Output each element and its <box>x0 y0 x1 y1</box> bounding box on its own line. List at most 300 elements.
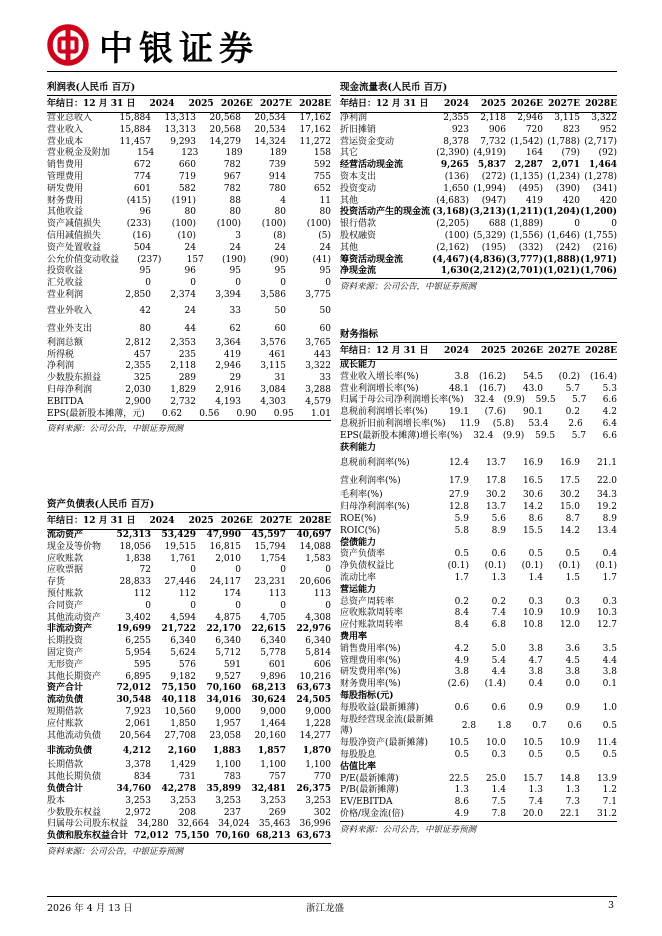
row-value: 755 <box>313 171 331 182</box>
row-value: (10) <box>177 230 196 241</box>
row-value: 9,000 <box>305 706 331 717</box>
row-label: 归属于母公司净利润增长率(%) <box>340 395 464 406</box>
row-value: 2,732 <box>170 396 196 407</box>
row-value: 1.2 <box>602 785 617 796</box>
row-value: (4,919) <box>473 148 506 159</box>
row-value: 719 <box>178 171 196 182</box>
table-row <box>47 373 331 385</box>
year-header: 2025 <box>480 346 506 356</box>
row-label: 预付账款 <box>47 588 84 599</box>
row-value: 9,293 <box>170 136 196 147</box>
row-value: 15.0 <box>559 502 580 513</box>
row-value: 11.9 <box>459 418 480 429</box>
row-label: ROE(%) <box>340 513 377 524</box>
row-value: (390) <box>555 183 580 194</box>
row-value: 174 <box>223 588 241 599</box>
table-row <box>47 683 331 695</box>
row-value: 4,308 <box>305 612 331 623</box>
row-value: 30.6 <box>522 490 543 501</box>
row-value: 9,896 <box>260 671 286 682</box>
row-value: 20.0 <box>522 808 543 819</box>
row-label: EV/EBITDA <box>340 797 393 808</box>
row-value: 3,253 <box>125 795 151 806</box>
row-value: 1.3 <box>565 785 580 796</box>
row-value: 30,624 <box>251 695 286 706</box>
row-value: 8.6 <box>454 797 469 808</box>
row-value: 33 <box>229 305 241 316</box>
row-value: 3.5 <box>602 643 617 654</box>
row-value: 31.2 <box>596 808 617 819</box>
row-value: 20,534 <box>254 124 286 135</box>
year-header: 2027E <box>548 346 580 356</box>
row-value: 576 <box>178 659 196 670</box>
table-row <box>340 137 617 149</box>
table-row <box>47 148 331 160</box>
row-value: 0.3 <box>528 596 543 607</box>
row-value: 30,548 <box>116 695 151 706</box>
row-value: (195) <box>481 242 506 253</box>
row-value: 3,775 <box>305 289 331 300</box>
table-row <box>340 266 617 278</box>
table-header <box>340 343 617 360</box>
row-value: 823 <box>562 124 580 135</box>
row-value: 34,760 <box>116 783 151 794</box>
brand-name: 中银证券 <box>99 29 259 69</box>
source-note: 资料来源：公司公告，中银证券预测 <box>47 846 184 857</box>
table-row <box>340 502 617 514</box>
row-value: 0 <box>190 565 196 576</box>
header-label: 年结日：12 月 31 日 <box>340 99 429 109</box>
year-header: 2026E <box>511 346 543 356</box>
row-label: 归属母公司股东权益 <box>47 819 129 830</box>
row-value: 30.2 <box>559 490 580 501</box>
table-row <box>47 361 331 373</box>
table-row <box>47 184 331 196</box>
row-value: 9,527 <box>215 671 241 682</box>
table-row <box>340 785 617 797</box>
table-row <box>47 207 331 219</box>
table-row <box>47 624 331 636</box>
row-value: 16.9 <box>522 458 543 469</box>
row-value: (1,542) <box>510 136 543 147</box>
category-row <box>340 443 617 455</box>
row-value: 4.4 <box>491 667 506 678</box>
table-row <box>340 667 617 679</box>
row-label: 净现金流 <box>340 266 377 277</box>
table-row <box>340 597 617 609</box>
row-value: 33 <box>319 373 331 384</box>
row-value: 0.1 <box>602 679 617 690</box>
row-value: 4,579 <box>305 396 331 407</box>
row-label: 非流动资产 <box>47 624 93 635</box>
row-value: 68,213 <box>255 831 291 842</box>
row-label: 股本 <box>47 795 66 806</box>
row-value: 9,265 <box>440 160 469 171</box>
row-value: (100) <box>261 219 286 230</box>
row-value: 20,568 <box>209 113 241 123</box>
table-row <box>340 407 617 419</box>
row-value: (4,836) <box>469 254 506 265</box>
table-row <box>340 490 617 502</box>
row-value: (191) <box>171 195 196 206</box>
row-value: 6.4 <box>602 418 617 429</box>
row-value: 770 <box>313 772 331 783</box>
row-label: 应付账款周转率 <box>340 620 404 631</box>
table-row <box>47 278 331 290</box>
row-value: (3,777) <box>506 254 543 265</box>
balance-table <box>47 513 331 844</box>
table-row <box>340 125 617 137</box>
balance-title: 资产负债表(人民币 百万) <box>47 498 331 513</box>
table-row <box>340 809 617 821</box>
table-row <box>47 113 331 125</box>
row-value: 80 <box>229 207 241 218</box>
row-value: 834 <box>133 772 151 783</box>
table-row <box>340 255 617 267</box>
row-label: 资本支出 <box>340 171 377 182</box>
category-row <box>340 360 617 372</box>
row-value: 2,916 <box>215 384 241 395</box>
row-value: 325 <box>133 373 151 384</box>
table-row <box>340 679 617 691</box>
table-row <box>340 395 617 407</box>
row-value: 5.7 <box>572 395 587 406</box>
table-row <box>47 243 331 255</box>
row-value: 688 <box>488 219 506 230</box>
row-value: 606 <box>313 659 331 670</box>
row-label: 存货 <box>47 577 66 588</box>
table-row <box>340 243 617 255</box>
row-value: 189 <box>225 148 243 159</box>
row-value: 1,583 <box>305 553 331 564</box>
row-value: 10.9 <box>522 608 543 619</box>
income-table <box>47 96 331 421</box>
table-row <box>340 172 617 184</box>
row-value: 6,895 <box>125 671 151 682</box>
row-value: 5.0 <box>491 643 506 654</box>
table-row <box>340 797 617 809</box>
row-value: 1.3 <box>454 785 469 796</box>
row-value: 1,838 <box>125 553 151 564</box>
year-header: 2028E <box>585 346 617 356</box>
row-value: 50 <box>274 305 286 316</box>
row-value: 3,378 <box>125 760 151 771</box>
table-row <box>340 715 617 739</box>
row-value: 25.0 <box>485 773 506 784</box>
row-value: 0 <box>235 565 241 576</box>
row-value: 40,118 <box>161 695 196 706</box>
row-value: 5,954 <box>125 647 151 658</box>
row-value: 62 <box>229 323 241 334</box>
row-value: 14,277 <box>299 730 331 741</box>
row-value: (1,889) <box>510 219 543 230</box>
table-row <box>340 219 617 231</box>
row-label: 净利润 <box>340 113 368 123</box>
table-row <box>340 454 617 472</box>
company-name: 浙江龙盛 <box>306 903 345 914</box>
row-value: 1,957 <box>215 718 241 729</box>
table-row <box>47 742 331 760</box>
row-value: 21.1 <box>596 458 617 469</box>
row-value: 592 <box>313 160 331 171</box>
table-row <box>47 636 331 648</box>
row-value: (0.2) <box>558 371 580 382</box>
row-label: 筹资活动现金流 <box>340 254 404 265</box>
row-value: 9,000 <box>215 706 241 717</box>
row-value: 595 <box>133 659 151 670</box>
row-value: (100) <box>216 219 241 230</box>
table-row <box>340 148 617 160</box>
row-value: 88 <box>229 195 241 206</box>
row-label: 负债合计 <box>47 783 84 794</box>
row-value: 60 <box>274 323 286 334</box>
row-value: (0.1) <box>558 561 580 572</box>
row-value: 3,288 <box>305 384 331 395</box>
row-value: 2,353 <box>170 337 196 348</box>
year-header: 2025 <box>188 99 214 109</box>
table-row <box>47 125 331 137</box>
row-value: 3,115 <box>554 113 580 123</box>
row-value: 158 <box>313 148 332 159</box>
row-value: 3 <box>235 230 241 241</box>
row-value: 21,722 <box>161 624 196 635</box>
row-label: 资产处置收益 <box>47 242 102 253</box>
row-label: 营业外收入 <box>47 305 93 316</box>
row-value: 3.6 <box>565 643 580 654</box>
row-value: 44 <box>184 323 196 334</box>
table-row <box>47 672 331 684</box>
row-label: 少数股东损益 <box>47 373 102 384</box>
table-row <box>340 750 617 762</box>
row-value: 0 <box>325 565 331 576</box>
row-value: 0.2 <box>454 596 469 607</box>
row-value: 3,322 <box>591 113 617 123</box>
row-value: 952 <box>599 124 617 135</box>
row-value: 28,833 <box>119 577 151 588</box>
year-header: 2027E <box>548 99 580 109</box>
row-value: 24 <box>229 242 241 253</box>
row-value: 22,615 <box>251 624 286 635</box>
row-value: 27.9 <box>448 490 469 501</box>
row-value: 3,576 <box>260 337 286 348</box>
row-value: (1,646) <box>547 230 580 241</box>
row-label: 折旧摊销 <box>340 124 377 135</box>
row-label: 营业收入 <box>47 124 84 135</box>
table-row <box>47 784 331 796</box>
row-value: 0.5 <box>454 549 469 560</box>
row-value: 0.7 <box>532 720 547 731</box>
row-value: 2.8 <box>461 720 477 731</box>
row-value: 4.9 <box>454 808 469 819</box>
row-value: 2,030 <box>125 384 151 395</box>
row-label: 总资产周转率 <box>340 596 395 607</box>
row-value: 14.2 <box>559 525 580 536</box>
row-label: 财务费用 <box>47 195 84 206</box>
row-value: 75,150 <box>161 683 196 694</box>
table-row <box>340 561 617 573</box>
row-label: 营业利润增长率(%) <box>340 383 419 394</box>
year-header: 2027E <box>259 516 292 526</box>
row-value: 4,193 <box>215 396 241 407</box>
report-header <box>47 24 617 70</box>
table-row <box>340 372 617 384</box>
row-value: 8,378 <box>443 136 469 147</box>
row-value: 0 <box>280 600 286 611</box>
row-value: 1.3 <box>528 785 543 796</box>
row-value: (1,204) <box>543 207 580 218</box>
row-label: 毛利率(%) <box>340 490 383 501</box>
row-value: 302 <box>313 807 331 818</box>
table-row <box>47 385 331 397</box>
row-value: 1,857 <box>257 746 286 757</box>
row-value: 208 <box>178 807 196 818</box>
row-label: 价格/现金流(倍) <box>340 808 405 819</box>
row-value: 32.4 <box>474 395 495 406</box>
row-value: 2,946 <box>215 361 241 372</box>
year-header: 2024 <box>149 516 175 526</box>
category-label: 费用率 <box>340 631 368 642</box>
row-value: 6,255 <box>125 636 151 647</box>
row-value: 54.5 <box>522 371 543 382</box>
row-value: 22.1 <box>559 808 580 819</box>
row-value: 36,996 <box>299 819 331 830</box>
row-value: 3,253 <box>170 795 196 806</box>
row-value: 10.9 <box>559 608 580 619</box>
row-value: 15.5 <box>522 525 543 536</box>
row-value: 12.8 <box>448 502 469 513</box>
category-label: 成长能力 <box>340 360 377 370</box>
row-value: 53.4 <box>528 418 549 429</box>
row-value: 7.8 <box>491 808 506 819</box>
row-value: 0 <box>235 600 241 611</box>
bank-of-china-logo-icon <box>47 24 89 66</box>
row-value: 80 <box>184 207 196 218</box>
row-value: 11 <box>319 195 331 206</box>
row-value: (8) <box>273 230 286 241</box>
row-label: 资产负债率 <box>340 549 386 560</box>
row-value: 95 <box>319 266 331 277</box>
table-row <box>47 707 331 719</box>
category-label: 每股指标(元) <box>340 690 394 701</box>
table-row <box>47 831 331 843</box>
row-value: 10.5 <box>448 738 469 749</box>
row-value: 2,287 <box>514 160 543 171</box>
row-value: 3,115 <box>260 361 286 372</box>
row-value: 4,303 <box>260 396 286 407</box>
row-label: ROIC(%) <box>340 525 381 536</box>
row-value: 3,394 <box>215 289 241 300</box>
row-value: (5.8) <box>492 418 515 429</box>
row-value: (7.6) <box>484 407 506 418</box>
row-value: 457 <box>133 349 151 360</box>
row-value: 0.5 <box>565 549 580 560</box>
row-label: 其他 <box>340 195 359 206</box>
table-header <box>47 513 331 530</box>
row-value: 96 <box>184 266 196 277</box>
row-value: 112 <box>133 588 151 599</box>
row-value: 11,272 <box>299 136 331 147</box>
row-value: 3,253 <box>305 795 331 806</box>
row-value: 235 <box>178 349 196 360</box>
row-value: (242) <box>555 242 580 253</box>
row-value: 652 <box>313 183 331 194</box>
row-label: 长期借款 <box>47 760 84 771</box>
source-note: 资料来源：公司公告，中银证券预测 <box>340 282 477 293</box>
row-value: 96 <box>139 207 151 218</box>
row-value: 19,515 <box>164 541 196 552</box>
row-value: 22.0 <box>596 476 617 487</box>
row-value: (2,701) <box>506 266 543 277</box>
row-value: 5.6 <box>491 513 506 524</box>
row-value: 48.1 <box>448 383 469 394</box>
row-value: 20,534 <box>254 113 286 123</box>
row-value: 906 <box>488 124 506 135</box>
category-label: 营运能力 <box>340 584 377 595</box>
row-value: (79) <box>561 148 580 159</box>
row-label: 财务费用率(%) <box>340 679 401 690</box>
row-label: 短期借款 <box>47 706 84 717</box>
row-value: 63,673 <box>296 683 331 694</box>
row-value: 2,355 <box>125 361 151 372</box>
row-value: (4,467) <box>432 254 469 265</box>
row-value: (1,971) <box>580 254 617 265</box>
row-label: 投资变动 <box>340 183 377 194</box>
row-value: 1.8 <box>497 720 512 731</box>
row-value: 5.9 <box>454 513 469 524</box>
row-value: 95 <box>139 266 151 277</box>
row-value: 24,505 <box>296 695 331 706</box>
row-value: 0.5 <box>528 549 543 560</box>
category-row <box>340 585 617 597</box>
row-value: 8.4 <box>454 620 469 631</box>
year-header: 2024 <box>443 346 469 356</box>
row-value: 0.0 <box>565 679 580 690</box>
row-value: 2,946 <box>517 113 543 123</box>
row-value: 0.95 <box>273 408 294 419</box>
row-value: 2,972 <box>125 807 151 818</box>
row-value: 2,071 <box>551 160 580 171</box>
table-row <box>340 384 617 396</box>
row-value: 0.5 <box>454 749 469 760</box>
row-value: 601 <box>133 183 151 194</box>
row-value: (16.7) <box>478 383 506 394</box>
row-label: 投资收益 <box>47 266 84 277</box>
row-value: 0.6 <box>491 549 506 560</box>
row-value: 780 <box>268 183 286 194</box>
row-value: 3.8 <box>565 667 580 678</box>
row-value: 8.4 <box>454 608 469 619</box>
row-label: 经营活动现金流 <box>340 160 404 171</box>
row-value: 4.5 <box>565 655 580 666</box>
row-value: (136) <box>444 171 469 182</box>
row-value: (1,755) <box>584 230 617 241</box>
row-value: 757 <box>268 772 286 783</box>
footer-divider <box>47 896 617 897</box>
row-value: 5.4 <box>491 655 506 666</box>
row-value: 4.2 <box>454 643 469 654</box>
row-value: 15,884 <box>119 113 151 123</box>
header-label: 年结日：12 月 31 日 <box>340 346 429 356</box>
row-value: 419 <box>525 195 543 206</box>
row-value: 0.5 <box>602 720 618 731</box>
row-value: (2,390) <box>436 148 469 159</box>
row-value: 0.9 <box>565 702 580 713</box>
year-header: 2026E <box>220 99 253 109</box>
row-value: 0.2 <box>565 407 580 418</box>
table-row <box>340 231 617 243</box>
row-value: 40,697 <box>296 530 331 540</box>
source-note: 资料来源：公司公告，中银证券预测 <box>340 824 477 835</box>
